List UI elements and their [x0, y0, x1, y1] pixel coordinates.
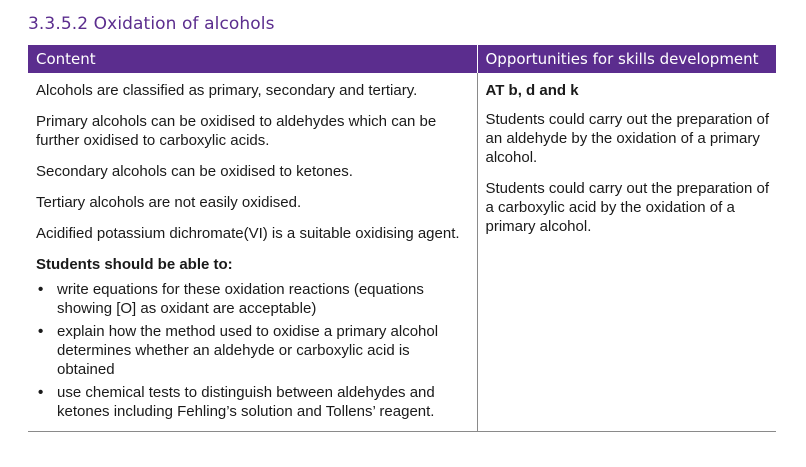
list-item — [36, 280, 471, 318]
skills-paragraph: Students could carry out the preparation of a carboxylic acid by the oxidation of a primary alcohol. — [485, 180, 770, 235]
skills-paragraph: Students could carry out the preparation of an aldehyde by the oxidation of a primary alcohol. — [485, 111, 770, 166]
content-paragraph: Alcohols are classified as primary, secondary and tertiary. — [36, 82, 418, 99]
list-item — [36, 383, 471, 421]
spec-table — [28, 45, 776, 432]
bullet-icon: • — [38, 323, 44, 340]
bullet-list — [36, 280, 471, 421]
bullet-icon: • — [38, 384, 44, 401]
content-cell — [28, 73, 477, 432]
content-paragraph: Secondary alcohols can be oxidised to ketones. — [36, 163, 353, 180]
skills-cell — [477, 73, 776, 432]
content-paragraph: Tertiary alcohols are not easily oxidised. — [36, 194, 302, 211]
content-column-header: Content — [28, 45, 477, 73]
content-paragraph: Acidified potassium dichromate(VI) is a suitable oxidising agent. — [36, 225, 460, 242]
list-item-text: explain how the method used to oxidise a primary alcohol determines whether an aldehyde or carboxylic acid is obtained — [57, 323, 439, 378]
bullet-icon: • — [38, 281, 44, 298]
at-label: AT b, d and k — [485, 82, 579, 99]
list-item-text: use chemical tests to distinguish between aldehydes and ketones including Fehling’s solution and Tollens’ reagent. — [57, 384, 435, 420]
list-item-text: write equations for these oxidation reactions (equations showing [O] as oxidant are acceptable) — [57, 281, 424, 317]
skills-column-header: Opportunities for skills development — [477, 45, 776, 73]
section-title: 3.3.5.2 Oxidation of alcohols — [28, 14, 275, 34]
table-header-row — [28, 45, 776, 73]
students-heading: Students should be able to: — [36, 256, 233, 273]
list-item — [36, 322, 471, 379]
content-paragraph: Primary alcohols can be oxidised to aldehydes which can be further oxidised to carboxylic acids. — [36, 113, 437, 149]
table-row — [28, 73, 776, 432]
